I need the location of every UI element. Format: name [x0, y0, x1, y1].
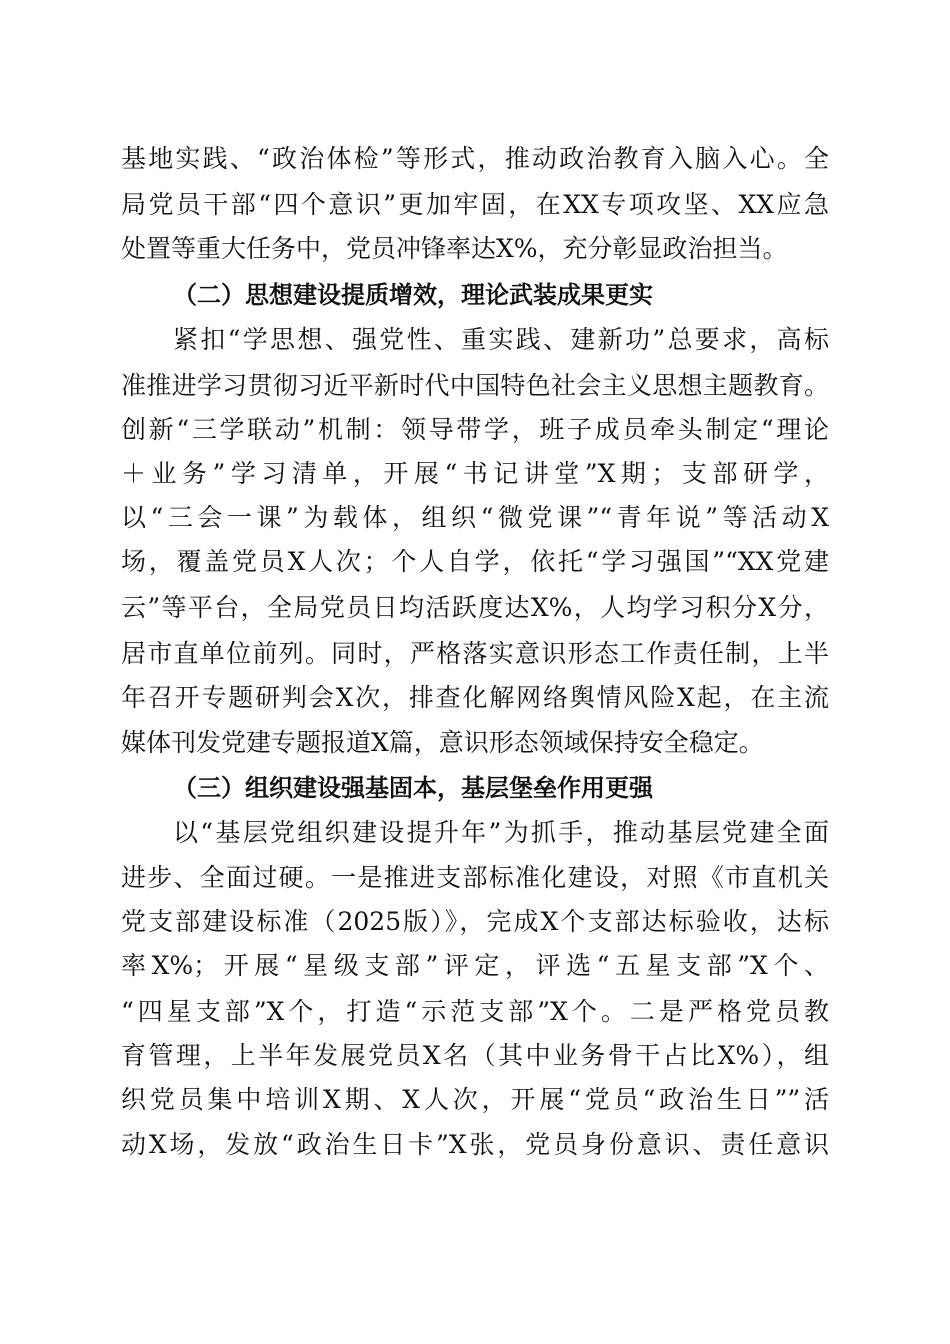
paragraph-line: 居市直单位前列。同时，严格落实意识形态工作责任制，上半: [121, 639, 829, 668]
paragraph-line: 场，覆盖党员X人次；个人自学，依托“学习强国”“XX党建: [121, 547, 829, 576]
paragraph-line: 局党员干部“四个意识”更加牢固，在XX专项攻坚、XX应急: [121, 190, 829, 219]
paragraph-line: 动X场，发放“政治生日卡”X张，党员身份意识、责任意识: [121, 1130, 829, 1159]
paragraph-line: 进步、全面过硬。一是推进支部标准化建设，对照《市直机关: [121, 863, 829, 892]
paragraph-line: 云”等平台，全局党员日均活跃度达X%，人均学习积分X分，: [121, 593, 829, 622]
paragraph-line: 年召开专题研判会X次，排查化解网络舆情风险X起，在主流: [121, 683, 829, 712]
section-heading-2: （二）思想建设提质增效，理论武装成果更实: [173, 281, 653, 309]
paragraph-line: 织党员集中培训X期、X人次，开展“党员“政治生日””活: [121, 1085, 829, 1114]
paragraph-line: 紧扣“学思想、强党性、重实践、建新功”总要求，高标: [173, 325, 829, 354]
paragraph-line: 处置等重大任务中，党员冲锋率达X%，充分彰显政治担当。: [121, 234, 788, 263]
paragraph-line: ＋业务”学习清单，开展“书记讲堂”X期；支部研学，: [121, 459, 829, 488]
paragraph-line: 党支部建设标准（2025版）》，完成X个支部达标验收，达标: [121, 907, 829, 936]
paragraph-line: 育管理，上半年发展党员X名（其中业务骨干占比X%），组: [121, 1041, 829, 1070]
paragraph-line: 准推进学习贯彻习近平新时代中国特色社会主义思想主题教育。: [121, 371, 829, 400]
paragraph-line: 以“三会一课”为载体，组织“微党课”“青年说”等活动X: [121, 503, 829, 532]
section-heading-3: （三）组织建设强基固本，基层堡垒作用更强: [173, 774, 653, 802]
paragraph-line: 以“基层党组织建设提升年”为抓手，推动基层党建全面: [173, 818, 829, 847]
paragraph-line: 基地实践、“政治体检”等形式，推动政治教育入脑入心。全: [121, 144, 829, 173]
paragraph-line: 率X%；开展“星级支部”评定，评选“五星支部”X个、: [121, 951, 829, 980]
paragraph-line: 媒体刊发党建专题报道X篇，意识形态领域保持安全稳定。: [121, 728, 764, 757]
paragraph-line: “四星支部”X个，打造“示范支部”X个。二是严格党员教: [121, 997, 829, 1026]
paragraph-line: 创新“三学联动”机制：领导带学，班子成员牵头制定“理论: [121, 415, 829, 444]
